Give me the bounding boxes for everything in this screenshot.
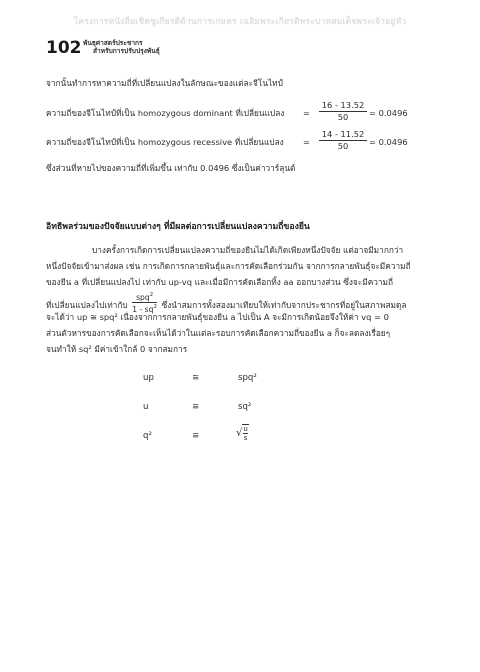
equation-2-rel: ≅ [192, 402, 200, 412]
book-title [83, 39, 160, 55]
page-number: 102 [46, 38, 82, 58]
paragraph-line-4-start: ที่เปลี่ยนแปลงไปเท่ากับ [46, 300, 128, 310]
row1-label: ความถี่ของจีโนไทป์ที่เป็น homozygous dominant ที่เปลี่ยนแปลง [46, 108, 285, 118]
square-root-icon: √ $\frac{u}{s}$ [236, 425, 248, 442]
paragraph-line-4-end: ซึ่งนำสมการทั้งสองมาเทียบให้เท่ากับจากประชากรที่อยู่ในสภาพสมดุล [161, 300, 407, 310]
equation-3-rel: ≅ [192, 431, 200, 441]
row2-denominator: 50 [337, 141, 349, 151]
row2-label: ความถี่ของจีโนไทป์ที่เป็น homozygous recessive ที่เปลี่ยนแปลง [46, 137, 284, 147]
row2-result: = 0.0496 [369, 137, 408, 147]
row1-numerator: 16 - 13.52 [319, 100, 367, 112]
section-heading: อิทธิพลร่วมของปัจจัยแบบต่างๆ ที่มีผลต่อการเปลี่ยนแปลงความถี่ของยีน [46, 222, 310, 232]
row1-fraction [319, 100, 367, 123]
row2-numerator: 14 - 11.52 [319, 129, 367, 141]
paragraph-line-6: ส่วนตัวหารของการคัดเลือกจะเห็นได้ว่าในแต่ละรอบการคัดเลือกความถี่ของยีน a ก็จะลดลงเรื่อยๆ [46, 328, 391, 338]
row1-equals: = [303, 108, 310, 118]
row2-fraction [319, 129, 367, 152]
equation-1-rhs: spq² [238, 373, 257, 383]
equation-3-lhs: q² [143, 431, 152, 441]
paragraph-line-7: จนทำให้ sq² มีค่าเข้าใกล้ 0 จากสมการ [46, 344, 188, 354]
header-watermark: โครงการหนังสือเชิดชูเกียรติด้านการเกษตร เฉลิมพระเกียรติพระบาทสมเด็จพระเจ้าอยู่หัว [73, 17, 407, 27]
selection-fraction-numerator: spq [136, 293, 150, 302]
paragraph-line-2: หนึ่งปัจจัยเข้ามาส่งผล เช่น การเกิดการกลายพันธุ์และการคัดเลือกร่วมกัน จากการกลายพันธุ์จะมีความถี่ [46, 261, 411, 271]
row2-equals: = [303, 137, 310, 147]
row1-result: = 0.0496 [369, 108, 408, 118]
equation-3-rhs-numerator: u [243, 425, 248, 433]
row1-denominator: 50 [337, 112, 349, 122]
equation-1-lhs: up [143, 373, 154, 383]
paragraph-line-3: ของยีน a ที่เปลี่ยนแปลงไป เท่ากับ up-vq และเมื่อมีการคัดเลือกทิ้ง aa ออกบางส่วน ซึ่งจะมีความถี่ [46, 277, 394, 287]
selection-fraction: $\frac{spq^2}{1 - sq^2}$ [132, 292, 157, 314]
paragraph-line-5: จะได้ว่า up ≅ spq² เนื่องจากการกลายพันธุ์ของยีน a ไปเป็น A จะมีการเกิดน้อยจึงให้ค่า vq = 0 [46, 312, 389, 322]
book-title-line2: สำหรับการปรับปรุงพันธุ์ [93, 47, 160, 55]
equation-3-rhs-denominator: s [243, 434, 248, 442]
conclusion-text: ซึ่งส่วนที่หายไปของความถี่ที่เพิ่มขึ้น เท่ากับ 0.0496 ซึ่งเป็นค่าวาร์ลุนต์ [46, 163, 296, 173]
paragraph-line-1: บางครั้งการเกิดการเปลี่ยนแปลงความถี่ของยีนไม่ได้เกิดเพียงหนึ่งปัจจัย แต่อาจมีมากกว่า [92, 245, 404, 255]
selection-fraction-denominator: 1 - sq [132, 305, 154, 314]
equation-1-rel: ≅ [192, 373, 200, 383]
intro-text: จากนั้นทำการหาความถี่ที่เปลี่ยนแปลงในลักษณะของแต่ละจีโนไทป์ [46, 78, 283, 88]
equation-2-rhs: sq² [238, 402, 252, 412]
equation-3-rhs-sqrt [236, 424, 249, 442]
equation-2-lhs: u [143, 402, 149, 412]
book-title-line1: พันธุศาสตร์ประชากร [83, 39, 143, 47]
